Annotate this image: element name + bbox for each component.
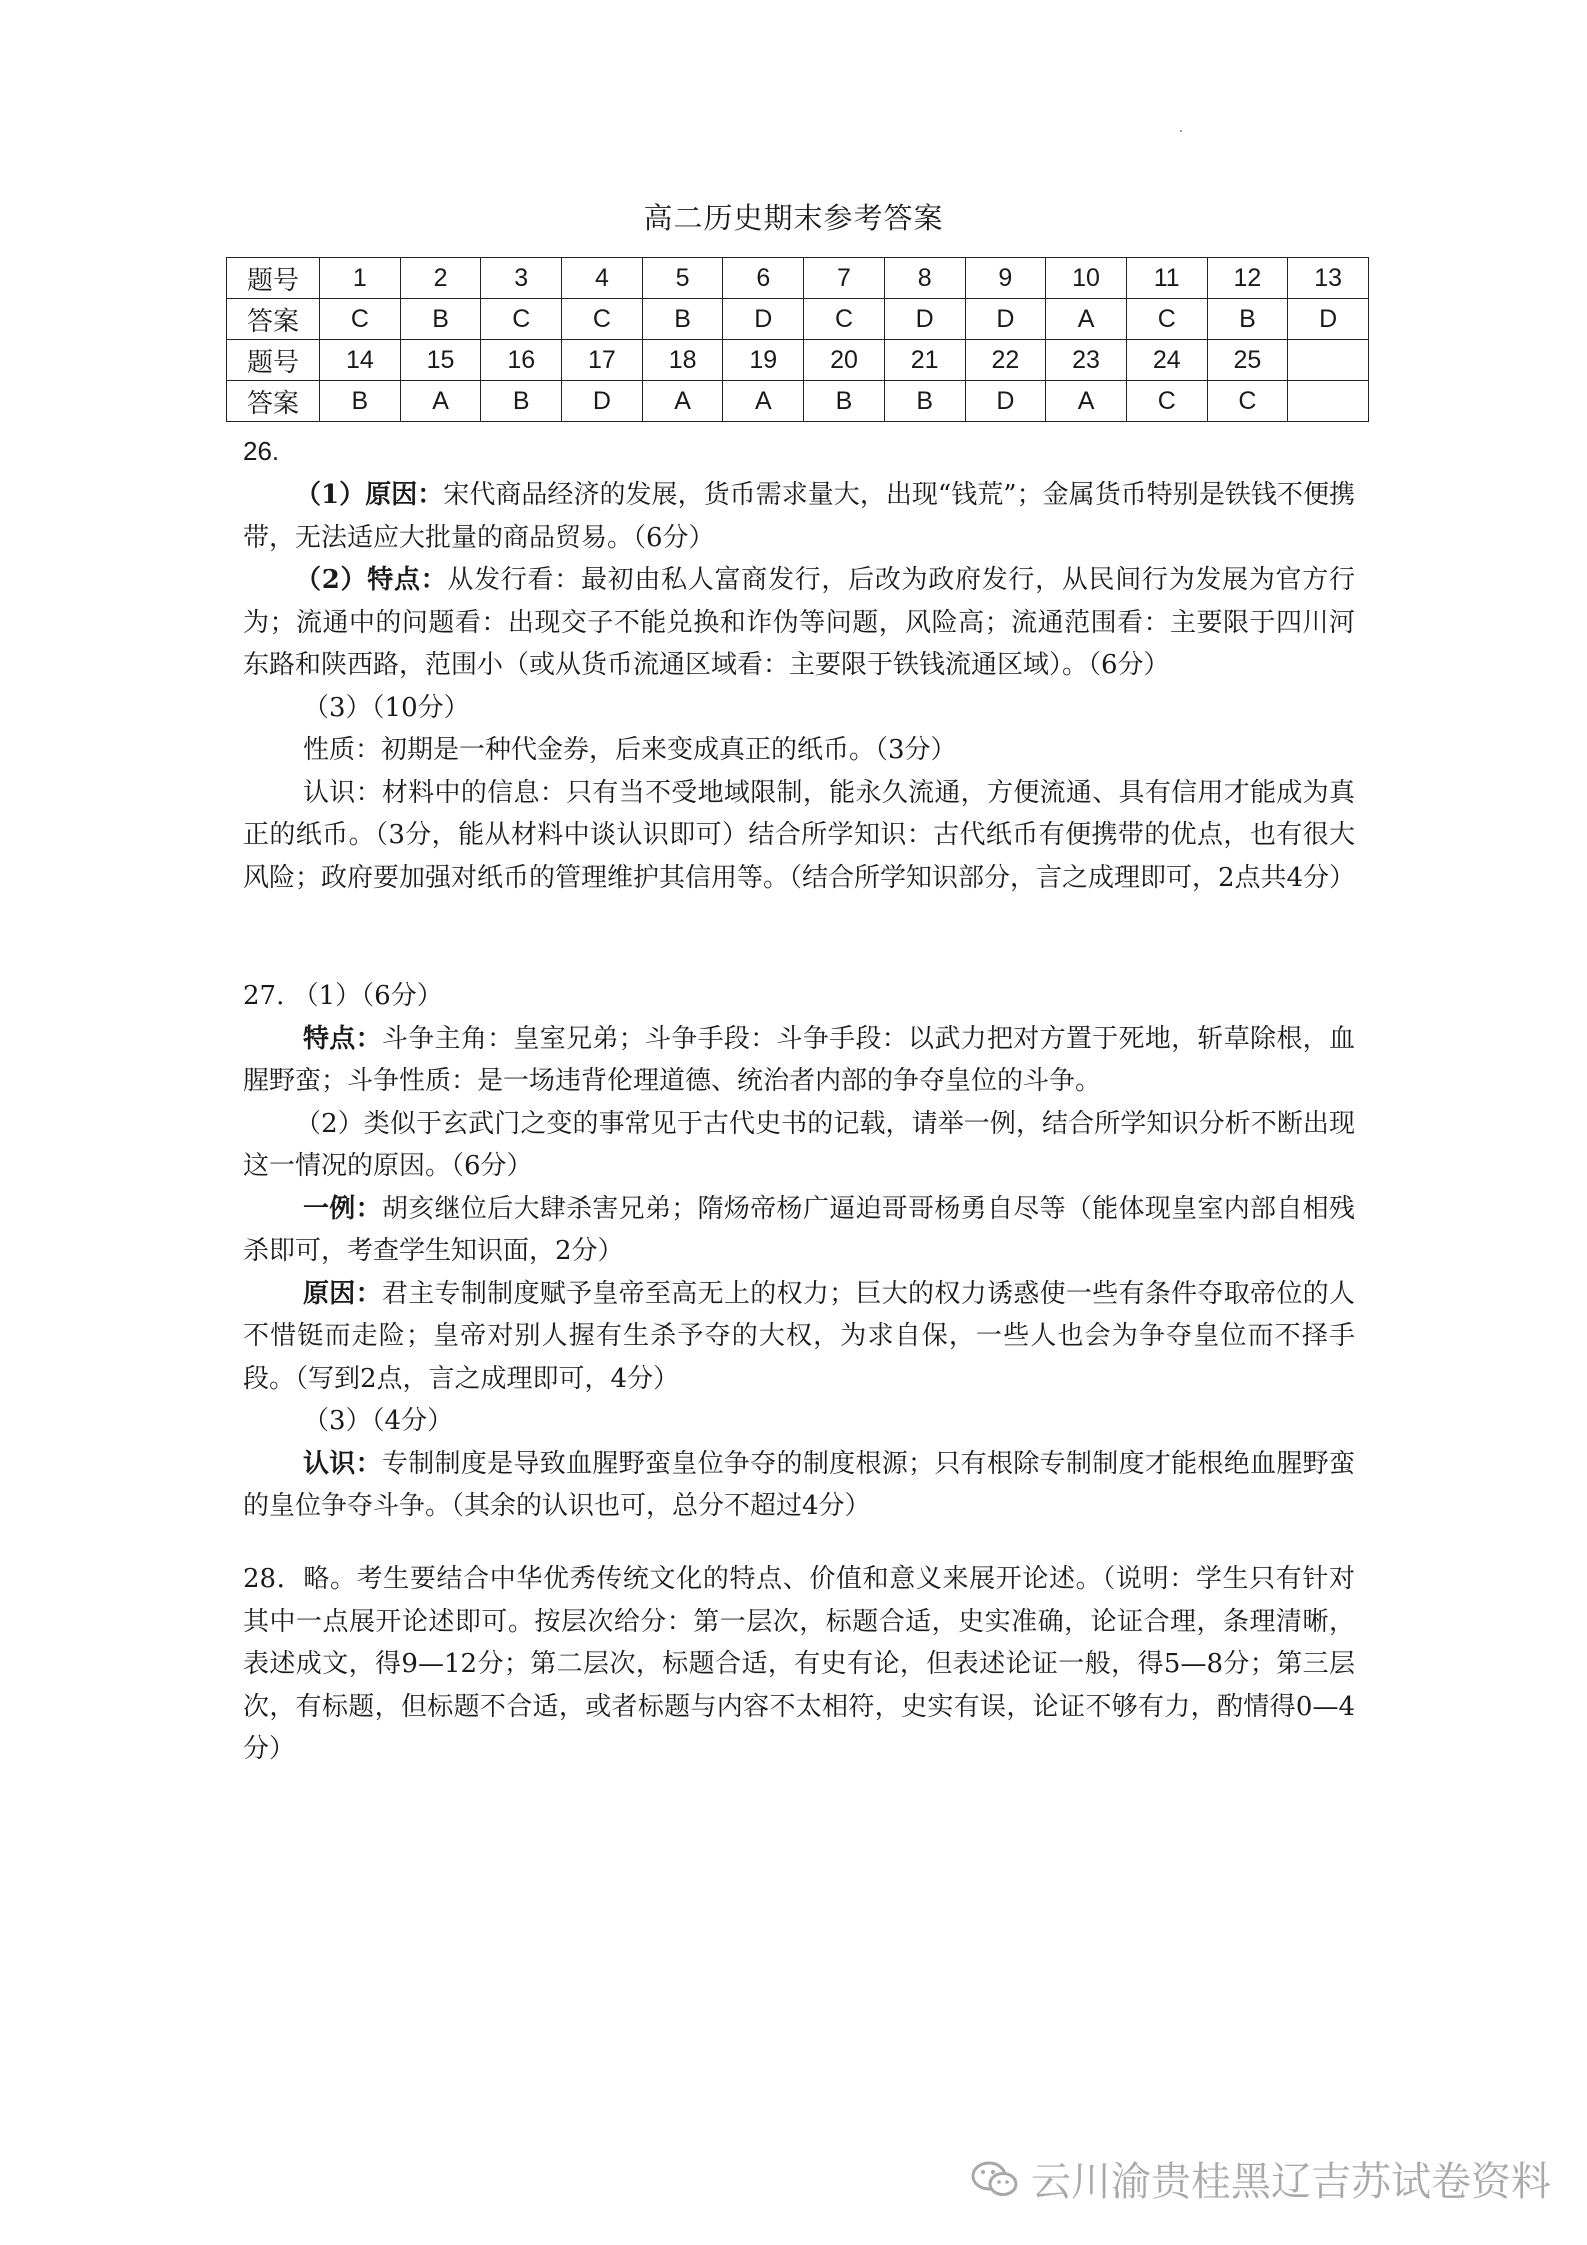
table-cell: 6 (723, 258, 804, 299)
table-cell: 7 (804, 258, 885, 299)
table-row (227, 299, 1369, 340)
table-cell: B (804, 381, 885, 422)
table-cell: 17 (562, 340, 643, 381)
table-cell: D (723, 299, 804, 340)
table-cell: 15 (400, 340, 481, 381)
table-cell: B (1207, 299, 1288, 340)
stray-dot (1180, 130, 1182, 132)
q27-features-label: 特点： (303, 1023, 382, 1054)
row-header: 答案 (227, 381, 320, 422)
table-cell: 21 (884, 340, 965, 381)
table-cell: 24 (1126, 340, 1207, 381)
table-cell: B (884, 381, 965, 422)
table-cell: 18 (642, 340, 723, 381)
table-cell: 8 (884, 258, 965, 299)
row-header: 答案 (227, 299, 320, 340)
q27-reason-text: 君主专制制度赋予皇帝至高无上的权力；巨大的权力诱惑使一些有条件夺取帝位的人不惜铤而走险；皇帝对别人握有生杀予夺的大权，为求自保，一些人也会为争夺皇位而不择手段。（写到2点，言之成理即可，4分） (243, 1278, 1355, 1394)
table-cell (1288, 340, 1369, 381)
q26-nature: 性质：初期是一种代金券，后来变成真正的纸币。（3分） (303, 735, 957, 765)
table-cell: 3 (481, 258, 562, 299)
table-cell: A (1046, 381, 1127, 422)
q27-part1-heading: 27. （1）（6分） (243, 981, 443, 1011)
table-cell: A (723, 381, 804, 422)
q27-part3-heading: （3）（4分） (303, 1406, 454, 1436)
table-cell: 20 (804, 340, 885, 381)
q26-part1-text: 宋代商品经济的发展，货币需求量大，出现“钱荒”；金属货币特别是铁钱不便携带，无法适应大批量的商品贸易。（6分） (243, 480, 1355, 553)
table-cell: D (965, 381, 1046, 422)
q27-understanding-label: 认识： (303, 1448, 382, 1479)
table-cell: C (320, 299, 401, 340)
q27-features-text: 斗争主角：皇室兄弟；斗争手段：斗争手段：以武力把对方置于死地，斩草除根，血腥野蛮；斗争性质：是一场违背伦理道德、统治者内部的争夺皇位的斗争。 (243, 1023, 1355, 1096)
watermark (969, 2150, 1551, 2207)
question-26-answer (243, 474, 1355, 899)
table-cell: C (804, 299, 885, 340)
table-cell: D (884, 299, 965, 340)
table-cell: D (1288, 299, 1369, 340)
table-cell: A (642, 381, 723, 422)
table-cell: C (562, 299, 643, 340)
table-cell: B (481, 381, 562, 422)
table-cell: A (1046, 299, 1127, 340)
table-cell: A (400, 381, 481, 422)
table-cell: B (320, 381, 401, 422)
table-cell: 5 (642, 258, 723, 299)
watermark-text: 云川渝贵桂黑辽吉苏试卷资料 (1031, 2159, 1551, 2205)
table-cell: D (562, 381, 643, 422)
table-cell: C (1207, 381, 1288, 422)
table-cell (1288, 381, 1369, 422)
q26-part2-text: 从发行看：最初由私人富商发行，后改为政府发行，从民间行为发展为官方行为；流通中的问题看：出现交子不能兑换和诈伪等问题，风险高；流通范围看：主要限于四川河东路和陕西路，范围小（或从货币流通区域看：主要限于铁钱流通区域）。（6分） (243, 565, 1355, 680)
answer-table (226, 257, 1369, 422)
table-row (227, 258, 1369, 299)
table-cell: 9 (965, 258, 1046, 299)
table-cell: 2 (400, 258, 481, 299)
q27-part2-question: （2）类似于玄武门之变的事常见于古代史书的记载，请举一例，结合所学知识分析不断出现这一情况的原因。（6分） (243, 1108, 1355, 1181)
table-cell: D (965, 299, 1046, 340)
row-header: 题号 (227, 340, 320, 381)
table-cell: 1 (320, 258, 401, 299)
q26-understanding: 认识：材料中的信息：只有当不受地域限制，能永久流通，方便流通、具有信用才能成为真正的纸币。（3分，能从材料中谈认识即可）结合所学知识：古代纸币有便携带的优点，也有很大风险；政府要加强对纸币的管理维护其信用等。（结合所学知识部分，言之成理即可，2点共4分） (243, 777, 1356, 893)
page-title: 高二历史期末参考答案 (643, 201, 944, 235)
table-cell: 22 (965, 340, 1046, 381)
table-cell: 4 (562, 258, 643, 299)
table-cell: 10 (1046, 258, 1127, 299)
q26-part3-heading: （3）（10分） (303, 692, 470, 723)
table-cell: 12 (1207, 258, 1288, 299)
table-row (227, 340, 1369, 381)
table-cell: B (400, 299, 481, 340)
table-cell: B (642, 299, 723, 340)
table-cell: 23 (1046, 340, 1127, 381)
q27-understanding-text: 专制制度是导致血腥野蛮皇位争夺的制度根源；只有根除专制制度才能根绝血腥野蛮的皇位争夺斗争。（其余的认识也可，总分不超过4分） (243, 1448, 1355, 1521)
table-cell: 16 (481, 340, 562, 381)
table-row (227, 381, 1369, 422)
table-cell: C (1126, 299, 1207, 340)
table-cell: 13 (1288, 258, 1369, 299)
wechat-icon (969, 2159, 1021, 2199)
table-cell: 11 (1126, 258, 1207, 299)
table-cell: 25 (1207, 340, 1288, 381)
q26-part2-label: （2）特点： (295, 565, 448, 595)
q27-example-text: 胡亥继位后大肆杀害兄弟；隋炀帝杨广逼迫哥哥杨勇自尽等（能体现皇室内部自相残杀即可，考查学生知识面，2分） (243, 1193, 1355, 1266)
table-cell: C (1126, 381, 1207, 422)
table-cell: C (481, 299, 562, 340)
q28-text: 28．略。考生要结合中华优秀传统文化的特点、价值和意义来展开论述。（说明：学生只有针对其中一点展开论述即可。按层次给分：第一层次，标题合适，史实准确，论证合理，条理清晰，表述成文，得9—12分；第二层次，标题合适，有史有论，但表述论证一般，得5—8分；第三层次，有标题，但标题不合适，或者标题与内容不太相符，史实有误，论证不够有力，酌情得0—4分） (243, 1564, 1355, 1764)
question-28-answer (243, 1558, 1355, 1771)
table-cell: 19 (723, 340, 804, 381)
question-26-number: 26. (243, 436, 280, 466)
q27-example-label: 一例： (303, 1193, 382, 1224)
row-header: 题号 (227, 258, 320, 299)
question-27-answer (243, 975, 1355, 1528)
q27-reason-label: 原因： (303, 1278, 382, 1309)
q26-part1-label: （1）原因： (295, 480, 444, 510)
table-cell: 14 (320, 340, 401, 381)
